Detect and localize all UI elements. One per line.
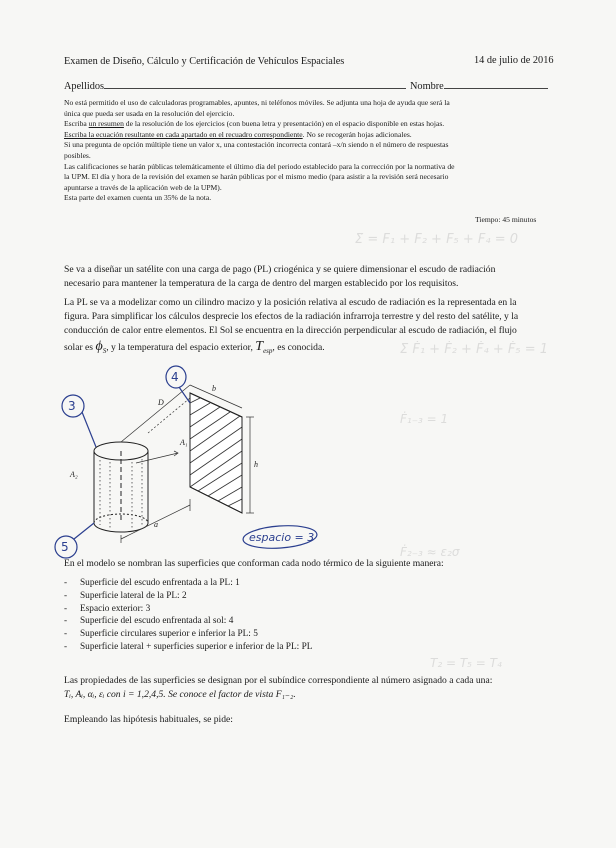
request-line: Empleando las hipótesis habituales, se pide: [64, 714, 233, 725]
cylinder-payload [94, 442, 148, 532]
exam-time: Tiempo: 45 minutos [475, 215, 537, 224]
exam-title: Examen de Diseño, Cálculo y Certificación de Vehículos Espaciales [64, 56, 345, 67]
bleed-through-text: Ḟ₁₋₃ = 1 [400, 412, 449, 426]
list-item: - Espacio exterior: 3 [80, 603, 312, 616]
handwritten-espacio-note: espacio = 3 [249, 531, 315, 544]
instruction-line: Esta parte del examen cuenta un 35% de la nota. [64, 193, 212, 203]
problem-paragraph-1: Se va a diseñar un satélite con una carga de pago (PL) criogénica y se quiere dimensionar el escudo de radiación necesario para mantener la temperatura de la carga de dentro del margen establecido por los requisitos. [64, 264, 496, 289]
label-b: b [212, 384, 216, 393]
bleed-through-text: Σ̇ = F₁ + F₂ + F₅ + F₄ = 0 [355, 232, 519, 247]
instruction-line: Las calificaciones se harán públicas telemáticamente el último día del periodo establecido para la corrección por la normativa de [64, 161, 455, 171]
apellidos-field [64, 79, 406, 92]
phi-symbol: ϕ [95, 339, 103, 354]
circle-3-label: 3 [68, 399, 76, 413]
bleed-through-text: Ḟ₂₋₃ ≈ ε₂σ [400, 545, 460, 559]
instruction-line: Escriba un resumen de la resolución de los ejercicios (con buena letra y presentación) en el espacio disponible en estas hojas. [64, 119, 445, 129]
list-item: - Superficie del escudo enfrentada al sol: 4 [80, 615, 312, 628]
instruction-line: No está permitido el uso de calculadoras programables, apuntes, ni teléfonos móviles. Se adjunta una hoja de ayuda que será la [64, 98, 450, 107]
nombre-label: Nombre [410, 81, 444, 92]
nodes-intro: En el modelo se nombran las superficies que conforman cada nodo térmico de la siguiente manera: [64, 558, 444, 569]
instruction-line: posibles. [64, 150, 91, 160]
circle-5-label: 5 [61, 540, 69, 554]
nombre-field [410, 79, 548, 92]
bleed-through-text: T₂ = T₅ = T₄ [430, 656, 502, 670]
bleed-through-text: Σ Ḟ₁ + Ḟ₂ + Ḟ₄ + Ḟ₅ = 1 [400, 342, 549, 357]
list-item: - Superficie lateral + superficies superior e inferior de la PL: PL [80, 641, 312, 654]
apellidos-blank [104, 79, 406, 89]
label-a2: A₂ [70, 470, 78, 479]
list-item: - Superficie lateral de la PL: 2 [80, 590, 312, 603]
radiation-shield [190, 393, 242, 513]
instruction-line: la UPM. El día y hora de la revisión del examen se harán públicas por el mismo medio (para asistir a la revisión será necesario [64, 172, 449, 182]
t-symbol: T [255, 339, 264, 354]
label-d: D [158, 398, 164, 407]
instruction-line: Si una pregunta de opción múltiple tiene un valor x, una contestación incorrecta contará –x/n siendo n el número de respuestas [64, 140, 449, 150]
list-item: - Superficie del escudo enfrentada a la PL: 1 [80, 577, 312, 590]
instruction-line: apuntarse a través de la aplicación web de la UPM). [64, 182, 222, 192]
nombre-blank [444, 79, 548, 89]
problem-paragraph-2: La PL se va a modelizar como un cilindro macizo y la posición relativa al escudo de radiación es la representada en la figura. Para simplificar los cálculos desprecie los efectos de la radiación infrarroja terrestre y del resto del satélite, y la conducción de calor entre elementos. El Sol se encuentra en la dirección perpendicular al escudo de radiación, el flujo solar es $\phi_S$, y la temperatura del espacio exterior, $T_{esp}$, es conocida. [64, 297, 519, 355]
label-a: a [154, 520, 158, 529]
instruction-line: Escriba la ecuación resultante en cada apartado en el recuadro correspondiente. No se recogerán hojas adicionales. [64, 129, 412, 139]
apellidos-label: Apellidos [64, 81, 105, 92]
instructions-block [64, 98, 455, 204]
nodes-list [80, 577, 312, 654]
shield-cylinder-figure [50, 365, 440, 561]
instruction-line: única que pueda ser usada en la resolución del ejercicio. [64, 108, 235, 118]
circle-4-label: 4 [171, 370, 179, 384]
properties-paragraph: Las propiedades de las superficies se designan por el subíndice correspondiente al número asignado a cada una: Tᵢ, Aᵢ, αᵢ, εᵢ con i = 1,2,4,5. Se conoce el factor de vista F₁₋₂. [64, 675, 493, 700]
list-item: - Superficie circulares superior e inferior la PL: 5 [80, 628, 312, 641]
label-a1: A₁ [180, 438, 188, 447]
label-h: h [254, 460, 258, 469]
exam-date: 14 de julio de 2016 [474, 55, 554, 66]
